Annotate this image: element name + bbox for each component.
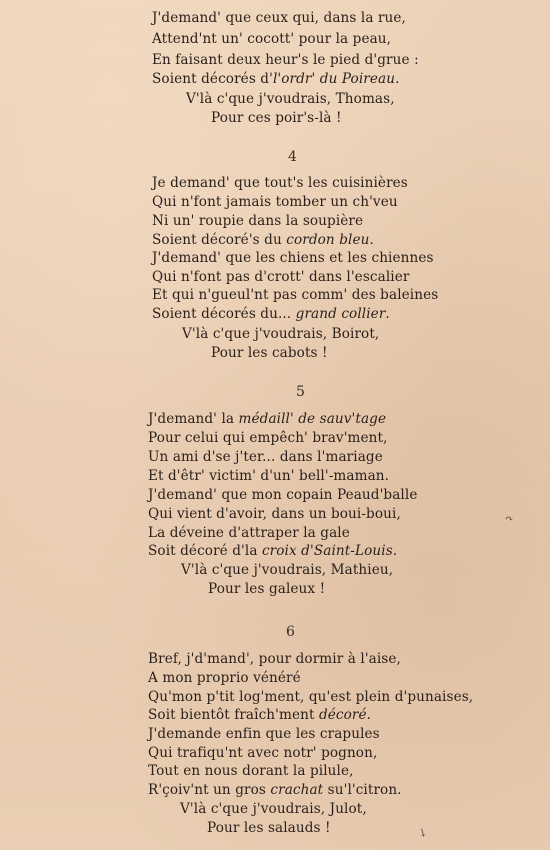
verse-line: R'çoiv'nt un gros crachat su'l'citron. [148,782,402,798]
stanza-number: 5 [296,384,305,400]
refrain-line: V'là c'que j'voudrais, Julot, [180,801,367,817]
verse-line: J'demande enfin que les crapules [148,726,380,742]
verse-line: J'demand' la médaill' de sauv'tage [148,411,387,427]
refrain-line: V'là c'que j'voudrais, Mathieu, [181,562,394,578]
refrain-line: Pour les salauds ! [207,820,331,836]
verse-line: Et qui n'gueul'nt pas comm' des baleines [152,287,439,303]
verse-line: Qui trafiqu'nt avec notr' pognon, [148,745,378,761]
refrain-line: Pour ces poir's-là ! [211,110,342,126]
verse-line: Soient décorés du... grand collier. [152,306,390,322]
verse-line: Tout en nous dorant la pilule, [148,763,354,779]
stanza-number: 4 [288,149,297,165]
refrain-line: Pour les cabots ! [211,345,328,361]
verse-line: Attend'nt un' cocott' pour la peau, [152,31,392,47]
verse-line: Bref, j'd'mand', pour dormir à l'aise, [148,651,401,667]
refrain-line: V'là c'que j'voudrais, Thomas, [186,91,395,107]
verse-line: Et d'êtr' victim' d'un' bell'-maman. [148,468,390,484]
refrain-line: Pour les galeux ! [208,581,326,597]
verse-line: Un ami d'se j'ter... dans l'mariage [148,449,383,465]
verse-line: Qui n'font pas d'crott' dans l'escalier [152,269,410,285]
verse-line: La déveine d'attraper la gale [148,525,350,541]
verse-line: Soit bientôt fraîch'ment décoré. [148,707,372,723]
verse-line: Soit décoré d'la croix d'Saint-Louis. [148,543,398,559]
verse-line: J'demand' que les chiens et les chiennes [152,250,434,266]
verse-line: Je demand' que tout's les cuisinières [152,175,408,191]
verse-line: J'demand' que ceux qui, dans la rue, [152,10,406,26]
verse-line: Qui n'font jamais tomber un ch'veu [152,194,398,210]
verse-line: Soient décorés d'l'ordr' du Poireau. [152,71,400,87]
ink-mark: ↘ [415,824,430,841]
verse-line: En faisant deux heur's le pied d'grue : [152,52,419,68]
verse-line: Ni un' roupie dans la soupière [152,213,364,229]
verse-line: Soient décoré's du cordon bleu. [152,232,374,248]
refrain-line: V'là c'que j'voudrais, Boirot, [182,326,380,342]
verse-line: A mon proprio vénéré [148,670,301,686]
verse-line: Qu'mon p'tit log'ment, qu'est plein d'punaises, [148,689,474,705]
verse-line: Pour celui qui empêch' brav'ment, [148,430,388,446]
ink-mark: ↷ [505,514,514,525]
verse-line: Qui vient d'avoir, dans un boui-boui, [148,506,401,522]
stanza-number: 6 [286,624,295,640]
verse-line: J'demand' que mon copain Peaud'balle [148,487,418,503]
